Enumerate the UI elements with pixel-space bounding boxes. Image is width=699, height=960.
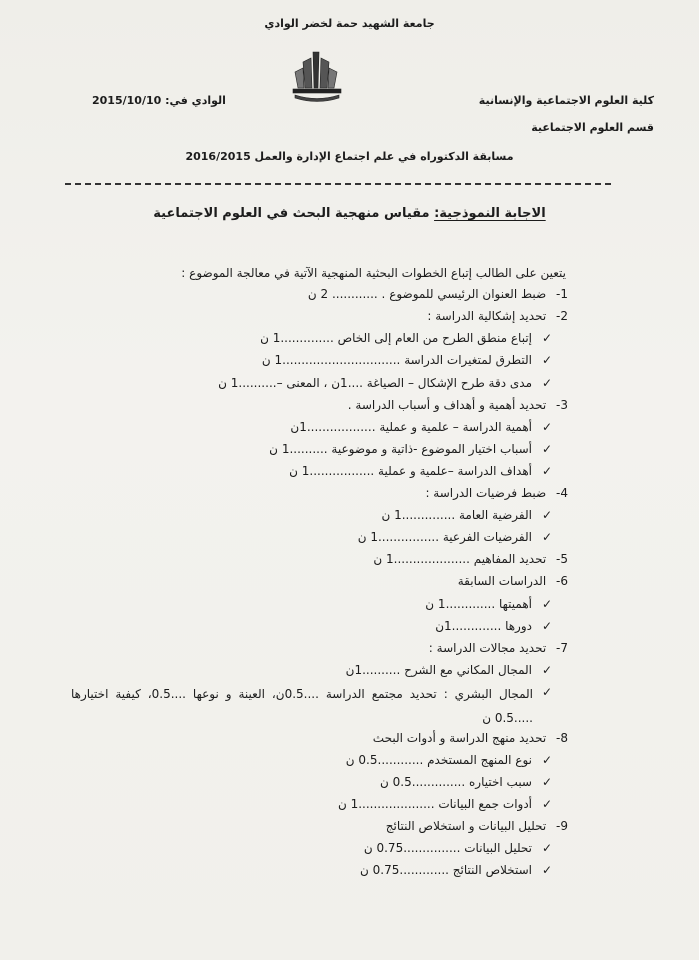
- check-icon: ✓: [541, 353, 553, 367]
- item-text: استخلاص النتائج .............0.75 ن: [360, 863, 532, 877]
- check-icon: ✓: [541, 797, 553, 811]
- check-icon: ✓: [541, 464, 553, 478]
- section-number: 5-: [556, 552, 568, 566]
- section-9: [386, 819, 568, 833]
- section-2: [427, 309, 568, 323]
- section-6: [458, 574, 568, 588]
- section-1: [308, 287, 568, 301]
- faculty-name: كلية العلوم الاجتماعية والإنسانية: [478, 94, 654, 107]
- section-5: [373, 552, 568, 566]
- check-icon: ✓: [541, 753, 553, 767]
- intro-text: يتعين على الطالب إتباع الخطوات البحثية المنهجية الآتية في معالجة الموضوع :: [181, 266, 566, 280]
- item-text: أهداف الدراسة –علمية و عملية .................1 ن: [289, 464, 532, 478]
- section-text: ضبط العنوان الرئيسي للموضوع . ............ 2 ن: [307, 287, 547, 301]
- document-date: الوادي في: 2015/10/10: [92, 94, 226, 107]
- section-8: [373, 731, 568, 745]
- item-text: الفرضيات الفرعية ................1 ن: [357, 530, 532, 544]
- item-text: التطرق لمتغيرات الدراسة ...............................1 ن: [261, 353, 532, 367]
- separator-line: [65, 183, 611, 185]
- answer-title-label: الاجابة النموذجية:: [434, 206, 546, 221]
- check-icon: ✓: [541, 442, 553, 456]
- list-item: [364, 841, 554, 855]
- item-text: تحليل البيانات ...............0.75 ن: [363, 841, 532, 855]
- item-text: أدوات جمع البيانات ....................1 ن: [337, 797, 532, 811]
- list-item: [381, 508, 554, 522]
- section-text: تحديد مجالات الدراسة :: [428, 641, 547, 655]
- list-item: [346, 753, 554, 767]
- item-text: دورها .............1ن: [435, 619, 532, 633]
- section-number: 9-: [556, 819, 568, 833]
- check-icon: ✓: [541, 376, 553, 390]
- check-icon: ✓: [541, 619, 553, 633]
- list-item: [380, 775, 554, 789]
- university-name: جامعة الشهيد حمة لخضر الوادي: [264, 17, 435, 30]
- section-text: تحديد منهج الدراسة و أدوات البحث: [372, 731, 547, 745]
- check-icon: ✓: [541, 331, 553, 345]
- check-icon: ✓: [541, 420, 553, 434]
- list-item: [435, 619, 554, 633]
- answer-title: [0, 206, 699, 221]
- list-item: [425, 597, 554, 611]
- section-number: 2-: [556, 309, 568, 323]
- list-item: [289, 464, 554, 478]
- item-text: المجال المكاني مع الشرح ..........1ن: [345, 663, 532, 677]
- section-text: تحديد أهمية و أهداف و أسباب الدراسة .: [347, 398, 547, 412]
- section-number: 8-: [556, 731, 568, 745]
- list-item: [260, 331, 554, 345]
- check-icon: ✓: [541, 597, 553, 611]
- item-text: أهمية الدراسة – علمية و عملية ..................1ن: [290, 420, 532, 434]
- section-text: الدراسات السابقة: [457, 574, 547, 588]
- item-text: أسباب اختيار الموضوع -ذاتية و موضوعية ..........1 ن: [269, 442, 532, 456]
- section-number: 3-: [556, 398, 568, 412]
- exam-title: مسابقة الدكتوراه في علم اجتماع الإدارة والعمل 2016/2015: [185, 150, 514, 163]
- section-text: تحديد المفاهيم ....................1 ن: [373, 552, 547, 566]
- section-number: 4-: [556, 486, 568, 500]
- item-text: المجال البشري : تحديد مجتمع الدراسة ....0.5ن، العينة و نوعها ....0.5، كيفية اختيارها .....0.5 ن: [71, 687, 533, 725]
- section-text: ضبط فرضيات الدراسة :: [425, 486, 547, 500]
- item-text: مدى دقة طرح الإشكال – الصياغة ....1ن ، المعنى –..........1 ن: [218, 376, 532, 390]
- check-icon: ✓: [541, 685, 553, 699]
- check-icon: ✓: [541, 775, 553, 789]
- list-item: [346, 663, 554, 677]
- list-item: [269, 442, 554, 456]
- list-item: [360, 863, 554, 877]
- check-icon: ✓: [541, 508, 553, 522]
- check-icon: ✓: [541, 863, 553, 877]
- section-text: تحديد إشكالية الدراسة :: [427, 309, 547, 323]
- section-text: تحليل البيانات و استخلاص النتائج: [385, 819, 547, 833]
- list-item: [290, 420, 554, 434]
- check-icon: ✓: [541, 841, 553, 855]
- list-item: [358, 530, 554, 544]
- answer-title-subject: مقياس منهجية البحث في العلوم الاجتماعية: [153, 206, 435, 221]
- item-text: إتباع منطق الطرح من العام إلى الخاص ..............1 ن: [260, 331, 532, 345]
- section-number: 1-: [556, 287, 568, 301]
- section-number: 7-: [556, 641, 568, 655]
- university-logo: [289, 48, 345, 104]
- item-text: أهميتها .............1 ن: [425, 597, 532, 611]
- item-text: نوع المنهج المستخدم ............0.5 ن: [345, 753, 532, 767]
- list-item: [262, 353, 554, 367]
- list-item: [338, 797, 554, 811]
- check-icon: ✓: [541, 663, 553, 677]
- department-name: قسم العلوم الاجتماعية: [531, 121, 654, 134]
- list-item: [218, 376, 554, 390]
- item-text: سبب اختياره ..............0.5 ن: [380, 775, 532, 789]
- item-text: الفرضية العامة ..............1 ن: [381, 508, 532, 522]
- section-4: [425, 486, 568, 500]
- section-number: 6-: [556, 574, 568, 588]
- list-item: [532, 685, 554, 699]
- check-icon: ✓: [541, 530, 553, 544]
- section-3: [348, 398, 568, 412]
- section-7: [429, 641, 568, 655]
